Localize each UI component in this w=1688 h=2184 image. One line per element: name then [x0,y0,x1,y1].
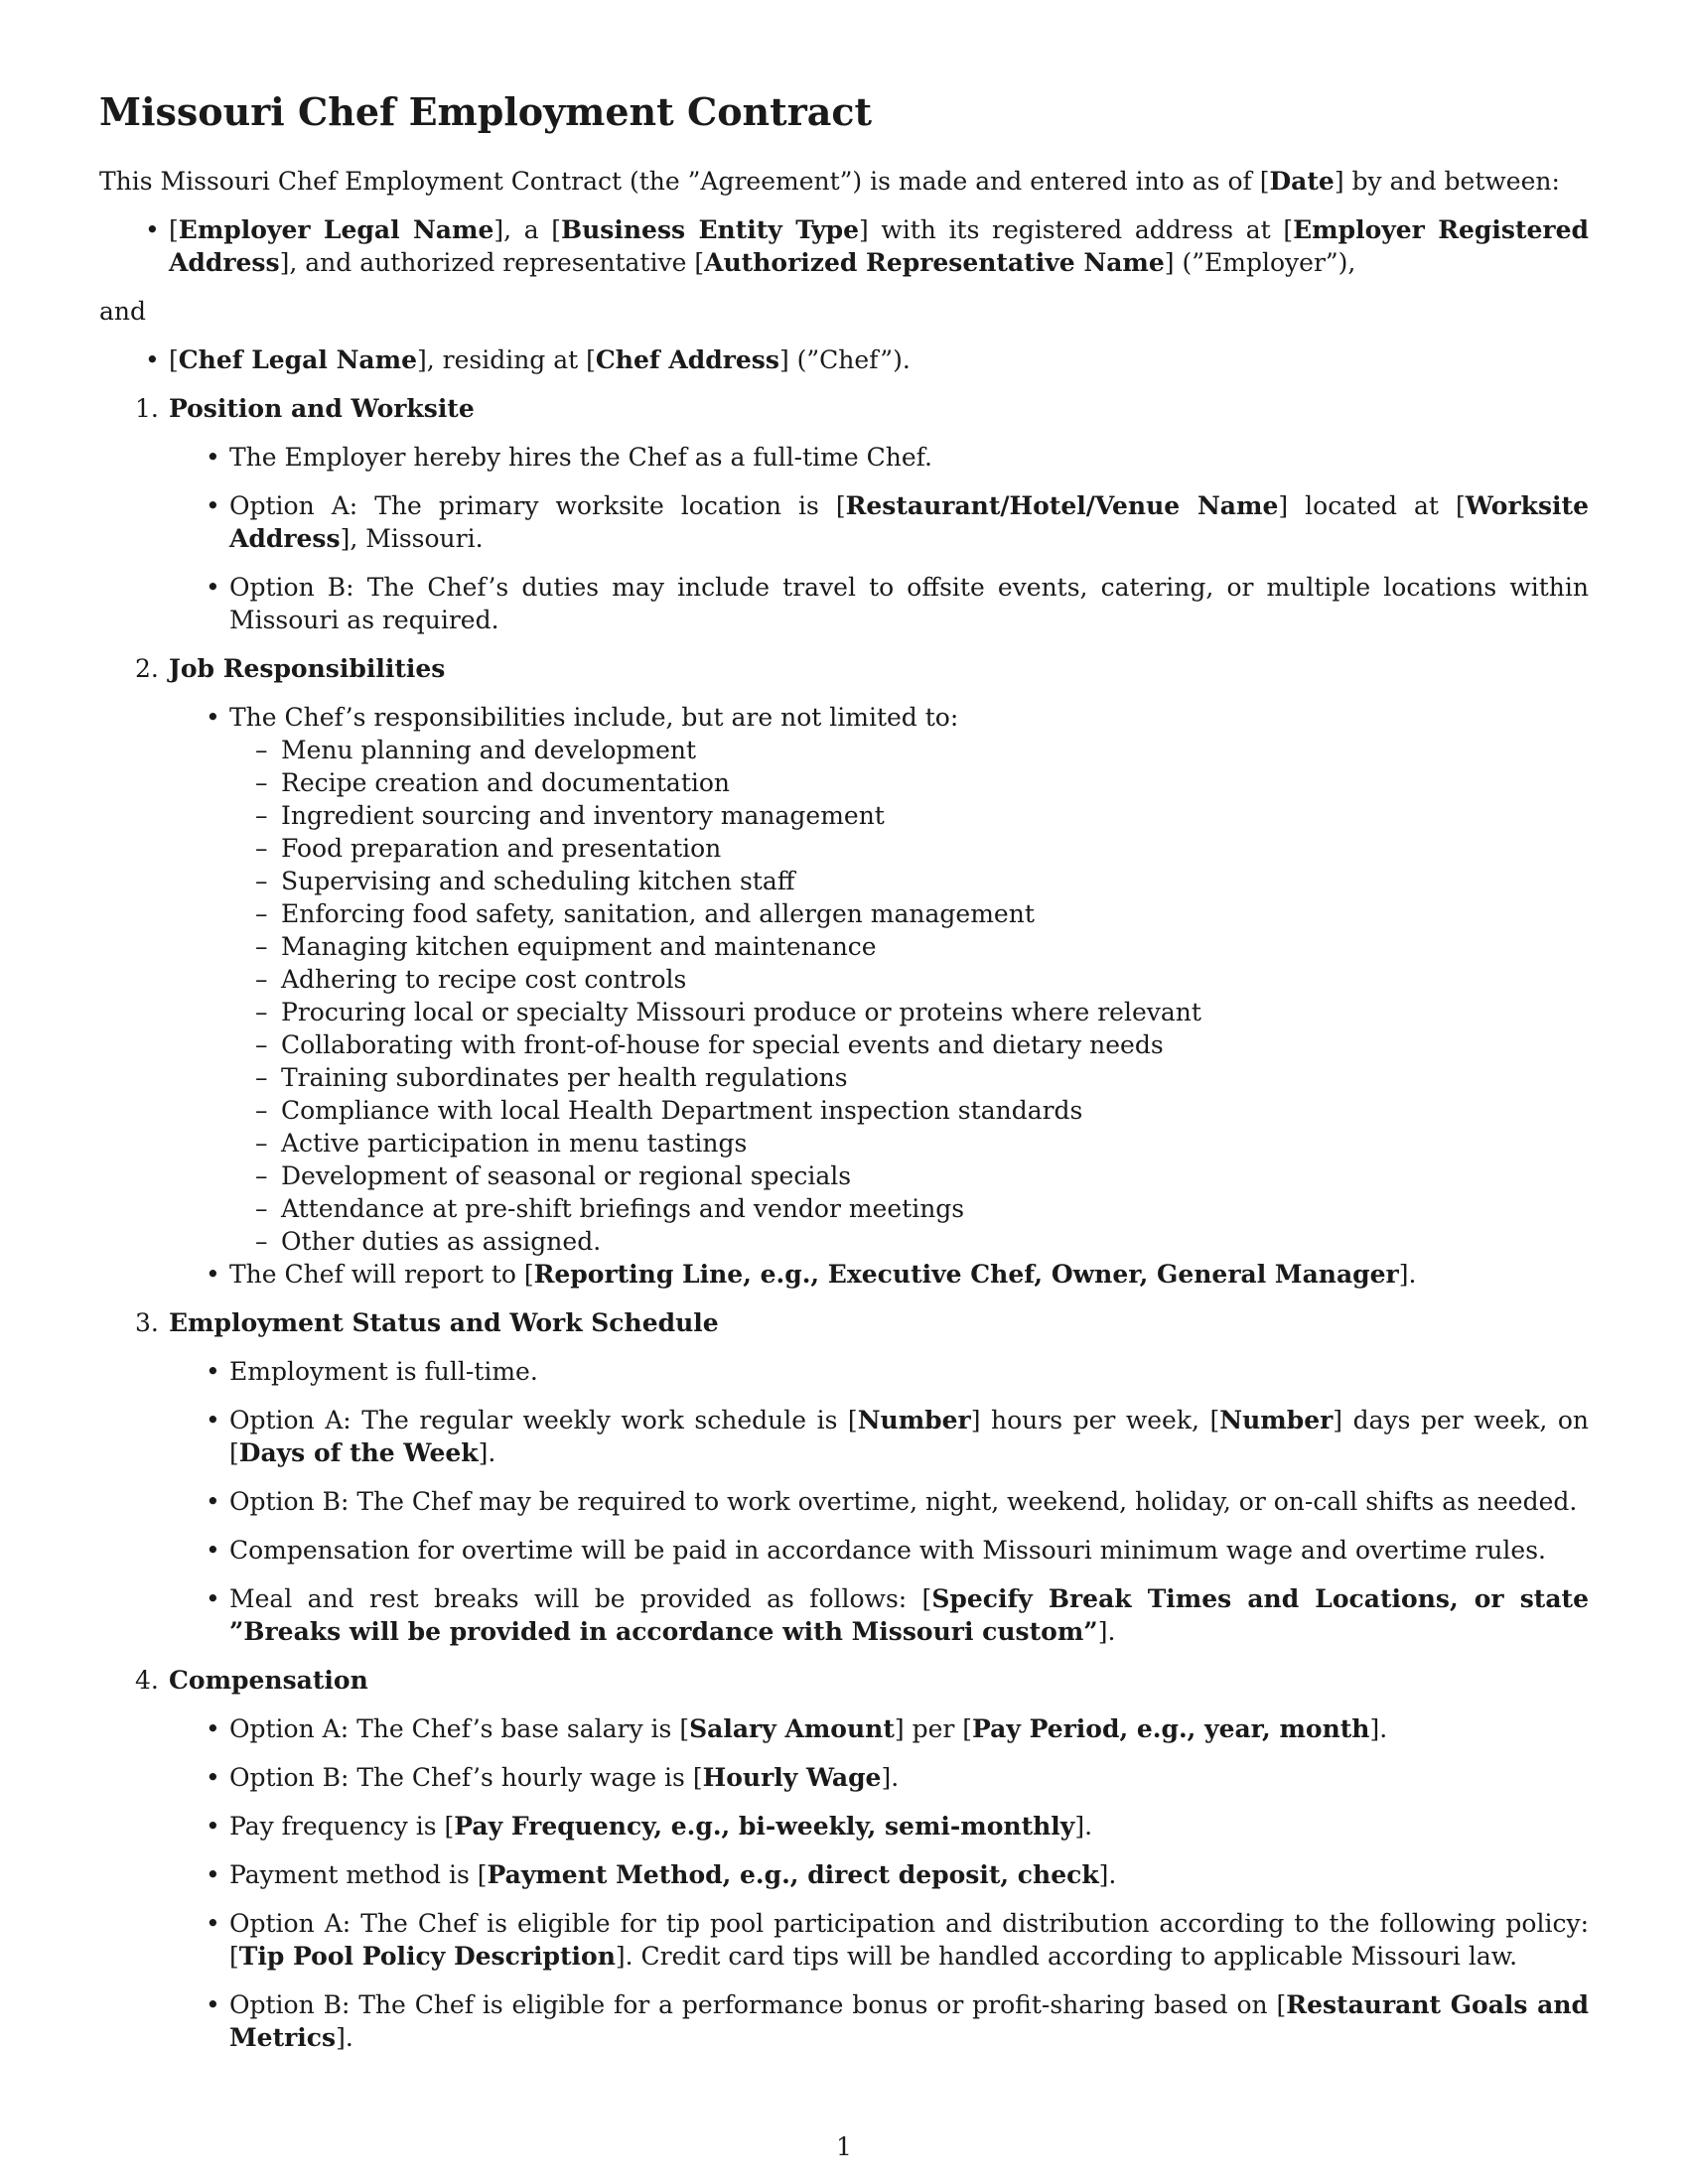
section-title: Position and Worksite [169,394,475,423]
duty-item: – Managing kitchen equipment and maintenance [281,930,1589,963]
chef-name-placeholder: Chef Legal Name [178,345,417,374]
section-position-worksite [99,392,1589,636]
goals-metrics-placeholder: Restaurant Goals and Metrics [229,1990,1589,2052]
duty-item: – Active participation in menu tastings [281,1127,1589,1160]
party-list-employer [99,213,1589,279]
duty-item: – Recipe creation and documentation [281,766,1589,799]
duty-item: – Ingredient sourcing and inventory management [281,799,1589,832]
salary-placeholder: Salary Amount [689,1714,895,1743]
list-item: • Pay frequency is [Pay Frequency, e.g., bi-weekly, semi-monthly]. [229,1810,1589,1843]
section-items [169,1712,1589,2054]
duty-item: – Menu planning and development [281,734,1589,766]
duty-item: – Attendance at pre-shift briefings and vendor meetings [281,1192,1589,1225]
list-item: • Meal and rest breaks will be provided as follows: [Specify Break Times and Locations, or state ”Breaks will be provided in accordance with Missouri custom”]. [229,1582,1589,1648]
venue-placeholder: Restaurant/Hotel/Venue Name [845,491,1279,520]
list-item: • Option B: The Chef’s hourly wage is [Hourly Wage]. [229,1761,1589,1794]
list-item: • Option A: The primary worksite location is [Restaurant/Hotel/Venue Name] located at [Worksite Address], Missouri. [229,489,1589,555]
list-item: • The Chef’s responsibilities include, but are not limited to: – Menu planning and development – Recipe creation and documentation – Ingredient sourcing and inventory management – Food preparation and presentation – Supervising and scheduling kitchen staff – Enforcing food safety, sanitation, and allergen management – Managing kitchen equipment and maintenance – Adhering to recipe cost controls – Procuring local or specialty Missouri produce or proteins where relevant – Collaborating with front-of-house for special events and dietary needs – Training subordinates per health regulations – Compliance with local Health Department inspection standards – Active participation in menu tastings – Development of seasonal or regional specials – Attendance at pre-shift briefings and vendor meetings – Other duties as assigned. [229,701,1589,1258]
list-item: • Option B: The Chef may be required to work overtime, night, weekend, holiday, or on-call shifts as needed. [229,1485,1589,1518]
list-item: • The Chef will report to [Reporting Line, e.g., Executive Chef, Owner, General Manager]. [229,1258,1589,1291]
days-placeholder: Number [1219,1406,1334,1434]
payment-method-placeholder: Payment Method, e.g., direct deposit, check [487,1860,1099,1889]
document-title: Missouri Chef Employment Contract [99,89,873,134]
section-compensation [99,1664,1589,2054]
section-job-responsibilities [99,652,1589,1291]
page-number: 1 [836,2132,852,2161]
intro-paragraph: This Missouri Chef Employment Contract (the ”Agreement”) is made and entered into as of [Date] by and between: [99,167,1560,196]
representative-placeholder: Authorized Representative Name [704,248,1165,277]
chef-party: • [Chef Legal Name], residing at [Chef Address] (”Chef”). [169,343,1589,376]
duty-item: – Supervising and scheduling kitchen staff [281,865,1589,897]
list-item: • Payment method is [Payment Method, e.g., direct deposit, check]. [229,1858,1589,1891]
section-employment-status [99,1306,1589,1648]
section-items [169,1355,1589,1648]
duty-item: – Enforcing food safety, sanitation, and allergen management [281,897,1589,930]
list-item: • Employment is full-time. [229,1355,1589,1388]
list-item: • Option A: The Chef’s base salary is [Salary Amount] per [Pay Period, e.g., year, month]. [229,1712,1589,1745]
tip-policy-placeholder: Tip Pool Policy Description [238,1942,616,1971]
worksite-address-placeholder: Worksite Address [229,491,1589,553]
entity-type-placeholder: Business Entity Type [560,215,859,244]
document-body [99,87,1589,2070]
duty-item: – Compliance with local Health Department inspection standards [281,1094,1589,1127]
section-items [169,441,1589,636]
list-item: • Compensation for overtime will be paid in accordance with Missouri minimum wage and overtime rules. [229,1534,1589,1567]
contract-sections [99,392,1589,2054]
employer-address-placeholder: Employer Registered Address [169,215,1589,277]
duty-item: – Adhering to recipe cost controls [281,963,1589,996]
duties-list [229,734,1589,1258]
duty-item: – Development of seasonal or regional specials [281,1160,1589,1192]
pay-frequency-placeholder: Pay Frequency, e.g., bi-weekly, semi-monthly [454,1812,1075,1841]
section-title: Employment Status and Work Schedule [169,1308,719,1337]
section-items [169,701,1589,1291]
list-item: • Option A: The regular weekly work schedule is [Number] hours per week, [Number] days per week, on [Days of the Week]. [229,1404,1589,1469]
section-title: Compensation [169,1666,368,1695]
employer-party: • [Employer Legal Name], a [Business Entity Type] with its registered address at [Employer Registered Address], and authorized representative [Authorized Representative Name] (”Employer”), [169,213,1589,279]
hours-placeholder: Number [857,1406,971,1434]
list-item: • Option B: The Chef’s duties may include travel to offsite events, catering, or multiple locations within Missouri as required. [229,571,1589,636]
hourly-wage-placeholder: Hourly Wage [702,1763,882,1792]
section-title: Job Responsibilities [169,654,446,683]
duty-item: – Other duties as assigned. [281,1225,1589,1258]
chef-address-placeholder: Chef Address [595,345,779,374]
party-list-chef [99,343,1589,376]
list-item: • Option B: The Chef is eligible for a performance bonus or profit-sharing based on [Restaurant Goals and Metrics]. [229,1988,1589,2054]
duty-item: – Food preparation and presentation [281,832,1589,865]
section-number: 1. [135,394,159,423]
and-connector: and [99,297,147,326]
date-placeholder: Date [1269,167,1335,196]
section-number: 4. [135,1666,159,1695]
list-item: • The Employer hereby hires the Chef as a full-time Chef. [229,441,1589,474]
duty-item: – Procuring local or specialty Missouri produce or proteins where relevant [281,996,1589,1028]
duty-item: – Collaborating with front-of-house for special events and dietary needs [281,1028,1589,1061]
reporting-line-placeholder: Reporting Line, e.g., Executive Chef, Owner, General Manager [533,1260,1399,1289]
days-of-week-placeholder: Days of the Week [238,1438,479,1467]
section-number: 2. [135,654,159,683]
duty-item: – Training subordinates per health regulations [281,1061,1589,1094]
employer-name-placeholder: Employer Legal Name [178,215,494,244]
pay-period-placeholder: Pay Period, e.g., year, month [972,1714,1370,1743]
breaks-placeholder: Specify Break Times and Locations, or state ”Breaks will be provided in accordance with Missouri custom” [229,1584,1589,1646]
section-number: 3. [135,1308,159,1337]
list-item: • Option A: The Chef is eligible for tip pool participation and distribution according to the following policy: [Tip Pool Policy Description]. Credit card tips will be handled according to applicable Missouri law. [229,1907,1589,1973]
